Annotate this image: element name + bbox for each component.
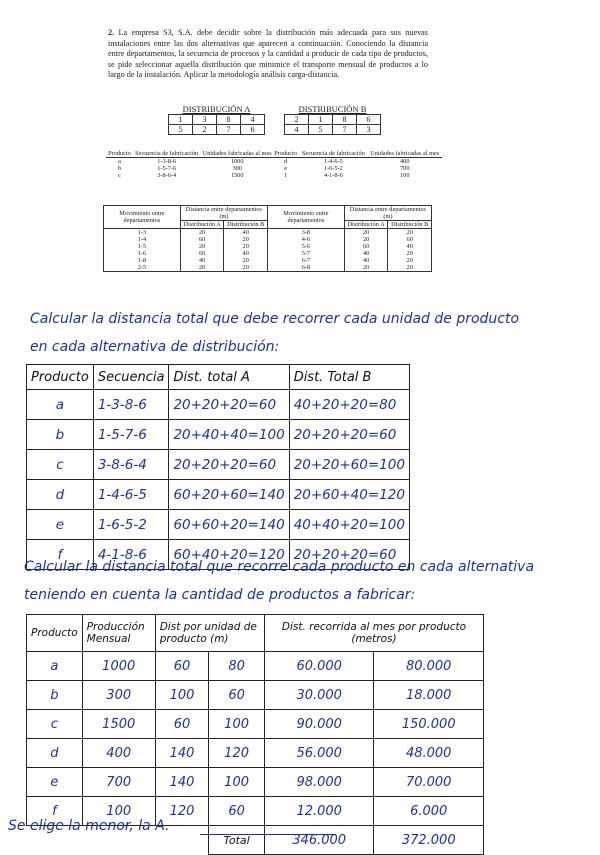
cell: 120 — [155, 797, 209, 826]
distribution-b-title: DISTRIBUCIÓN B — [298, 104, 367, 114]
cell: 3-8-6-4 — [93, 450, 169, 480]
cell: 1-3-8-6 — [157, 158, 177, 165]
table-row — [27, 510, 410, 540]
table-row — [27, 390, 410, 420]
table-row — [27, 420, 410, 450]
cell: 1-6-5-2 — [93, 510, 169, 540]
cell: 60+20+60=140 — [169, 480, 289, 510]
distribution-a — [168, 104, 265, 135]
col-header: Distribución A — [180, 221, 224, 229]
cell: d — [284, 158, 288, 165]
cell: 20 — [344, 229, 388, 237]
instruction-line-1: Calcular la distancia total que debe recorrer cada unidad de producto — [30, 311, 520, 327]
col-header: Producto — [106, 150, 133, 158]
cell: c — [118, 172, 121, 179]
col-header: Secuencia de fabricación — [299, 150, 367, 158]
cell: 6-7 — [267, 257, 344, 264]
cell: 60 — [155, 710, 209, 739]
col-header: Dist por unidad de producto (m) — [155, 615, 264, 652]
cell: a — [27, 390, 94, 420]
cell: 100 — [82, 797, 155, 826]
col-header: Unidades fabricadas al mes — [368, 150, 443, 158]
col-header: Distribución B — [224, 221, 268, 229]
col-header: Movimiento entre departamentos — [104, 206, 181, 229]
cell: 98.000 — [264, 768, 374, 797]
cell: 1-5 — [137, 243, 147, 250]
cell: 2-5 — [137, 264, 147, 271]
cell: 40+40+20=100 — [289, 510, 409, 540]
dist-b-cell: 1 — [309, 115, 333, 125]
col-header: Secuencia de fabricación — [133, 150, 200, 158]
cell: 1500 — [230, 172, 244, 179]
dist-a-cell: 4 — [241, 115, 265, 125]
cell: 100 — [209, 710, 265, 739]
cell: 4-6 — [267, 236, 344, 243]
cell: 56.000 — [264, 739, 374, 768]
cell: b — [27, 681, 83, 710]
distribution-b-grid — [284, 114, 381, 135]
distribution-a-grid — [168, 114, 265, 135]
cell: 40 — [344, 257, 388, 264]
cell: 12.000 — [264, 797, 374, 826]
dist-a-cell: 8 — [217, 115, 241, 125]
cell: 80.000 — [374, 652, 484, 681]
movements-table — [103, 205, 432, 272]
cell: 20+20+20=60 — [289, 540, 409, 570]
cell: 40 — [388, 243, 432, 250]
cell: 700 — [400, 165, 410, 172]
dist-b-cell: 5 — [309, 125, 333, 135]
cell: 60.000 — [264, 652, 374, 681]
exercise-number: 2. — [108, 28, 115, 37]
cell: 40 — [224, 250, 268, 257]
cell: 20 — [388, 264, 432, 272]
cell: 60 — [344, 243, 388, 250]
cell: 1-6-5-2 — [323, 165, 343, 172]
cell: 1-4-6-5 — [93, 480, 169, 510]
cell: 20 — [224, 236, 268, 243]
cell: 60 — [155, 652, 209, 681]
col-header: Dist. recorrida al mes por producto (metros) — [264, 615, 483, 652]
cell: 60 — [180, 250, 224, 257]
cell: d — [27, 480, 94, 510]
cell: 300 — [232, 165, 242, 172]
col-header: Secuencia — [93, 365, 169, 390]
cell: 400 — [82, 739, 155, 768]
cell: 20 — [344, 236, 388, 243]
cell: 1-6 — [137, 250, 147, 257]
cell: 20 — [224, 264, 268, 272]
col-header: Movimiento entre departamentos — [267, 206, 344, 229]
cell: 1000 — [82, 652, 155, 681]
cell: 1-3-8-6 — [93, 390, 169, 420]
cell: 20+20+20=60 — [169, 390, 289, 420]
cell: 18.000 — [374, 681, 484, 710]
cell: 1-4 — [137, 236, 147, 243]
dist-b-cell: 8 — [333, 115, 357, 125]
cell: 40 — [344, 250, 388, 257]
cell: c — [27, 710, 83, 739]
underline — [200, 834, 336, 835]
cell: 5-6 — [267, 243, 344, 250]
cell: 70.000 — [374, 768, 484, 797]
cell: 1-8 — [137, 257, 147, 264]
cell: 20+40+40=100 — [169, 420, 289, 450]
cell: 20 — [388, 257, 432, 264]
cell: 40+20+20=80 — [289, 390, 409, 420]
cell: 400 — [400, 158, 410, 165]
dist-a-cell: 7 — [217, 125, 241, 135]
col-header: Producción Mensual — [82, 615, 155, 652]
cell: 140 — [155, 768, 209, 797]
cell: a — [118, 158, 121, 165]
col-header: Distribución B — [388, 221, 432, 229]
cell: 20 — [344, 264, 388, 272]
cell: 1-5-7-6 — [93, 420, 169, 450]
conclusion: Se elige la menor, la A. — [8, 818, 170, 834]
cell: 80 — [209, 652, 265, 681]
cell: 1-3 — [137, 229, 147, 236]
cell: 1-4-6-5 — [323, 158, 343, 165]
cell: 1500 — [82, 710, 155, 739]
cell: 150.000 — [374, 710, 484, 739]
cell: e — [27, 768, 83, 797]
cell: 1000 — [230, 158, 244, 165]
dist-a-cell: 3 — [193, 115, 217, 125]
total-b: 372.000 — [374, 826, 484, 855]
cell: 20+60+40=120 — [289, 480, 409, 510]
exercise-statement — [108, 28, 428, 81]
col-header: Distribución A — [344, 221, 388, 229]
cell: f — [27, 797, 83, 826]
cell: 20 — [180, 243, 224, 250]
dist-a-cell: 6 — [241, 125, 265, 135]
cell: 60 — [209, 797, 265, 826]
cell: 100 — [155, 681, 209, 710]
cell: 300 — [82, 681, 155, 710]
distribution-a-title: DISTRIBUCIÓN A — [182, 104, 251, 114]
cell: 20 — [388, 250, 432, 257]
cell: 3-8 — [267, 229, 344, 237]
table-row — [27, 480, 410, 510]
cell: 48.000 — [374, 739, 484, 768]
col-header: Producto — [27, 615, 83, 652]
cell: 60 — [209, 681, 265, 710]
cell: 100 — [209, 768, 265, 797]
cell: 60 — [180, 236, 224, 243]
col-header: Unidades fabricadas al mes — [200, 150, 274, 158]
table-row — [27, 768, 484, 797]
cell: 60 — [388, 236, 432, 243]
cell: 30.000 — [264, 681, 374, 710]
table-row — [27, 681, 484, 710]
cell: 4-1-8-6 — [323, 172, 343, 179]
cell: 60+60+20=140 — [169, 510, 289, 540]
cell: a — [27, 652, 83, 681]
cell: b — [27, 420, 94, 450]
distribution-b — [284, 104, 381, 135]
instruction-line-3: Calcular la distancia total que recorre cada producto en cada alternativa — [24, 559, 535, 575]
col-header: Dist. Total B — [289, 365, 409, 390]
dist-a-cell: 2 — [193, 125, 217, 135]
cell: f — [27, 540, 94, 570]
cell: 40 — [180, 257, 224, 264]
dist-b-cell: 6 — [357, 115, 381, 125]
cell: 20 — [224, 243, 268, 250]
col-header: Producto — [272, 150, 299, 158]
dist-b-cell: 3 — [357, 125, 381, 135]
dist-a-cell: 1 — [169, 115, 193, 125]
cell: c — [27, 450, 94, 480]
cell: 700 — [82, 768, 155, 797]
table-row — [27, 739, 484, 768]
col-header: Dist. total A — [169, 365, 289, 390]
cell: e — [27, 510, 94, 540]
cell: 20 — [180, 264, 224, 272]
cell: 90.000 — [264, 710, 374, 739]
dist-a-cell: 5 — [169, 125, 193, 135]
dist-b-cell: 4 — [285, 125, 309, 135]
cell: 4-1-8-6 — [93, 540, 169, 570]
table-row — [27, 450, 410, 480]
exercise-text: La empresa S3, S.A. debe decidir sobre la distribución más adecuada para sus nuevas instalaciones entre las dos alternativas que aparecen a continuación. Conociendo la distancia entre departamentos, la secuencia de procesos y la cantidad a producir de cada tipo de productos, se pide seleccionar aquella distribución que minimice el transporte mensual de productos a lo largo de la instalación. Aplicar la metodología análisis carga-distancia. — [108, 28, 428, 80]
instruction-line-2: en cada alternativa de distribución: — [30, 339, 280, 355]
cell: 60+40+20=120 — [169, 540, 289, 570]
cell: 120 — [209, 739, 265, 768]
col-header: Producto — [27, 365, 94, 390]
cell: 6.000 — [374, 797, 484, 826]
total-label: Total — [209, 826, 265, 855]
dist-b-cell: 2 — [285, 115, 309, 125]
cell: 20+20+60=100 — [289, 450, 409, 480]
cell: d — [27, 739, 83, 768]
cell: 5-7 — [267, 250, 344, 257]
products-table-right — [272, 150, 442, 179]
dist-b-cell: 7 — [333, 125, 357, 135]
cell: b — [117, 165, 122, 172]
col-header: Distancia entre departamentos (m) — [180, 206, 267, 221]
distance-per-unit-table — [26, 364, 410, 570]
col-header: Distancia entre departamentos (m) — [344, 206, 431, 221]
cell: 140 — [155, 739, 209, 768]
cell: 3-8-6-4 — [157, 172, 177, 179]
cell: 20 — [388, 229, 432, 237]
table-row — [27, 710, 484, 739]
cell: 20+20+20=60 — [289, 420, 409, 450]
products-table-left — [106, 150, 274, 179]
total-a: 346.000 — [264, 826, 374, 855]
cell: 20 — [224, 257, 268, 264]
cell: 6-8 — [267, 264, 344, 272]
cell: f — [284, 172, 287, 179]
cell: 100 — [400, 172, 410, 179]
cell: 20+20+20=60 — [169, 450, 289, 480]
cell: 20 — [180, 229, 224, 237]
cell: e — [284, 165, 288, 172]
instruction-line-4: teniendo en cuenta la cantidad de productos a fabricar: — [24, 587, 416, 603]
table-row — [27, 652, 484, 681]
cell: 40 — [224, 229, 268, 237]
cell: 1-5-7-6 — [157, 165, 177, 172]
